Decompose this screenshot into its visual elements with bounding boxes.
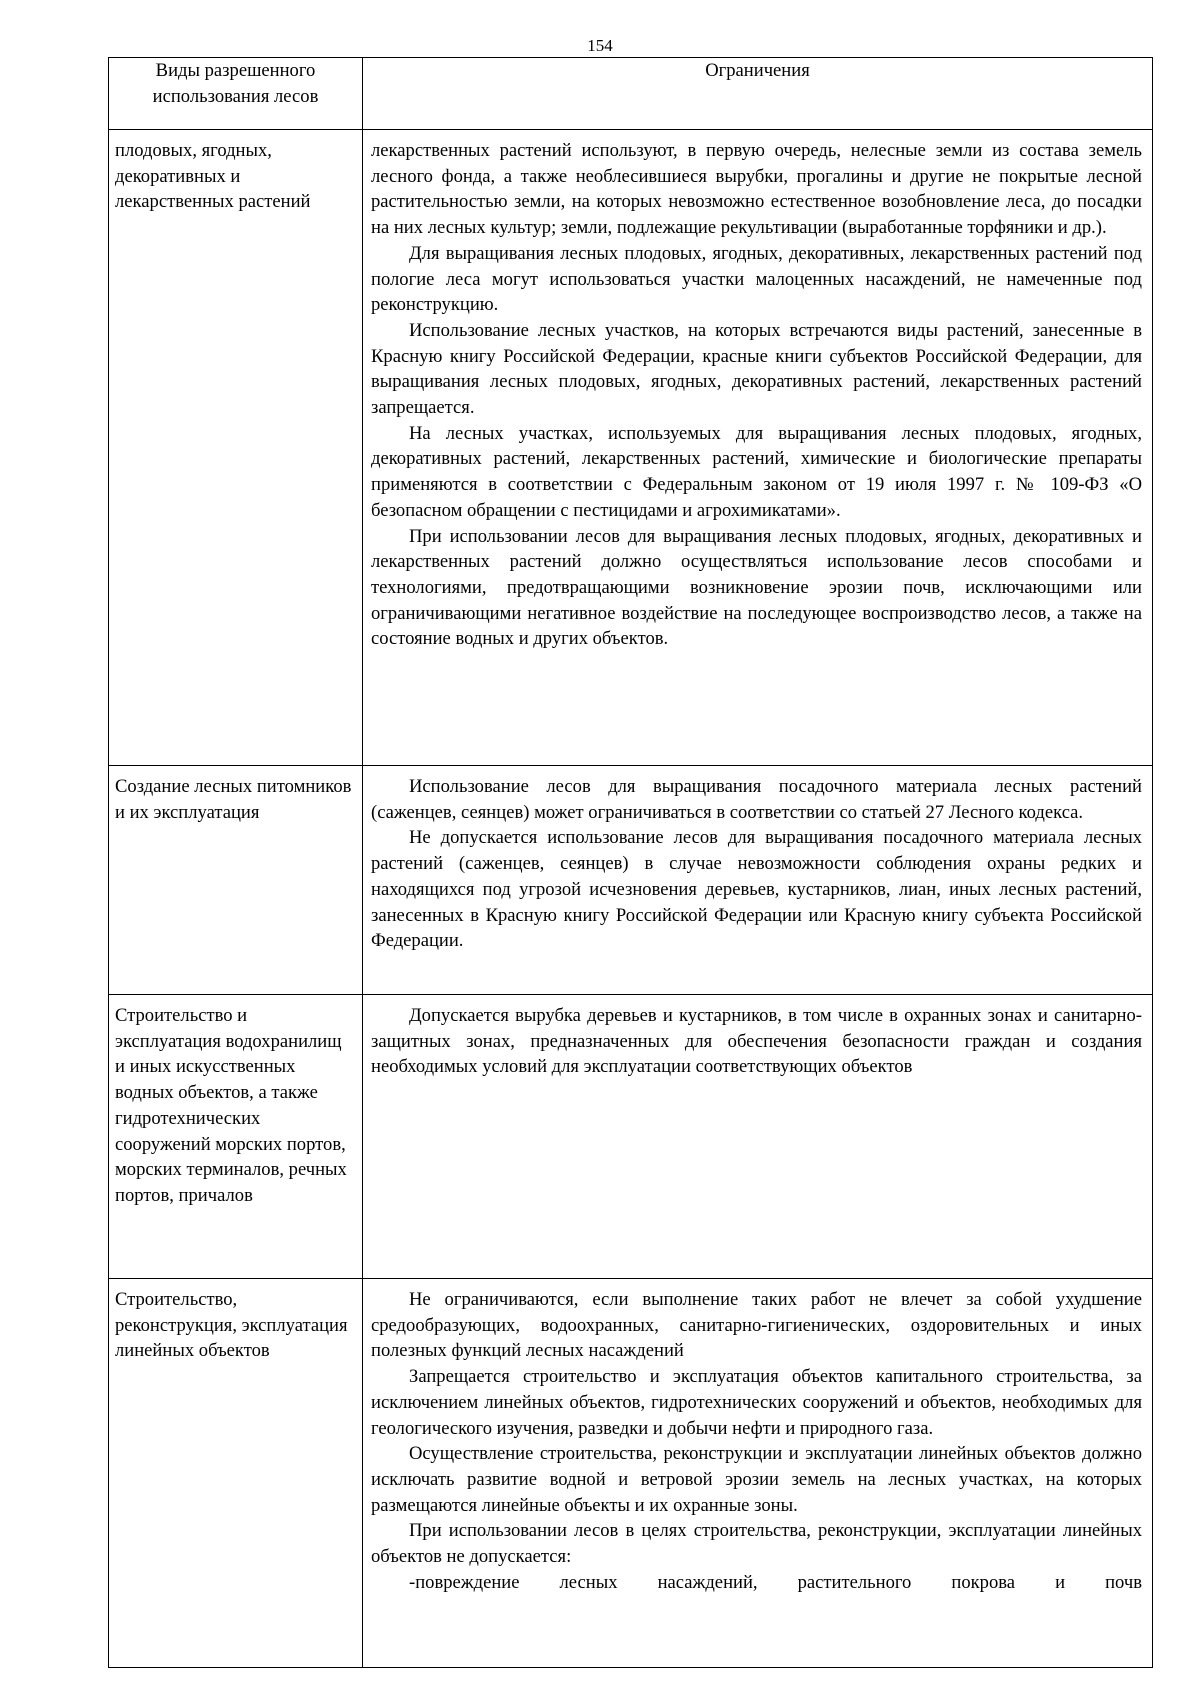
table-row xyxy=(109,766,1153,995)
table-row xyxy=(109,130,1153,766)
table-header-row xyxy=(109,58,1153,130)
table-row xyxy=(109,995,1153,1279)
paragraph: Использование лесных участков, на которых встречаются виды растений, занесенные в Красную книгу Российской Федерации, красные книги субъектов Российской Федерации, для выращивания лесных плодовых, ягодных, декоративных растений, лекарственных растений запрещается. xyxy=(371,319,1142,419)
row-restrictions xyxy=(363,995,1153,1279)
row-kind: Строительство и эксплуатация водохранилищ и иных искусственных водных объектов, а также гидротехнических сооружений морских портов, морских терминалов, речных портов, причалов xyxy=(109,995,363,1279)
paragraph: Осуществление строительства, реконструкции и эксплуатации линейных объектов должно исключать развитие водной и ветровой эрозии земель на лесных участках, на которых размещаются линейные объекты и их охранные зоны. xyxy=(371,1443,1142,1516)
row-kind: Строительство, реконструкция, эксплуатация линейных объектов xyxy=(109,1279,363,1668)
page-number: 154 xyxy=(587,36,613,55)
row-kind: Создание лесных питомников и их эксплуатация xyxy=(109,766,363,995)
row-kind: плодовых, ягодных, декоративных и лекарственных растений xyxy=(109,130,363,766)
paragraph: Не допускается использование лесов для выращивания посадочного материала лесных растений (саженцев, сеянцев) в случае невозможности соблюдения охраны редких и находящихся под угрозой исчезновения деревьев, кустарников, лиан, иных лесных растений, занесенных в Красную книгу Российской Федерации или Красную книгу субъекта Российской Федерации. xyxy=(371,827,1142,952)
paragraph: Допускается вырубка деревьев и кустарников, в том числе в охранных зонах и санитарно-защитных зонах, предназначенных для обеспечения безопасности граждан и создания необходимых условий для эксплуатации соответствующих объектов xyxy=(371,1005,1142,1078)
paragraph: При использовании лесов для выращивания лесных плодовых, ягодных, декоративных и лекарственных растений должно осуществляться использование лесов способами и технологиями, предотвращающими возникновение эрозии почв, исключающими или ограничивающими негативное воздействие на последующее воспроизводство лесов, а также на состояние водных и других объектов. xyxy=(371,525,1142,650)
header-kind: Виды разрешенного использования лесов xyxy=(109,58,363,130)
header-restrictions: Ограничения xyxy=(363,58,1153,130)
paragraph: лекарственных растений используют, в первую очередь, нелесные земли из состава земель лесного фонда, а также необлесившиеся вырубки, прогалины и другие не покрытые лесной растительностью земли, на которых невозможно естественное возобновление леса, до посадки на них лесных культур; земли, подлежащие рекультивации (выработанные торфяники и др.). xyxy=(371,140,1142,239)
paragraph: Не ограничиваются, если выполнение таких работ не влечет за собой ухудшение средообразующих, водоохранных, санитарно-гигиенических, оздоровительных и иных полезных функций лесных насаждений xyxy=(371,1289,1142,1362)
paragraph: Запрещается строительство и эксплуатация объектов капитального строительства, за исключением линейных объектов, гидротехнических сооружений и объектов, необходимых для геологического изучения, разведки и добычи нефти и природного газа. xyxy=(371,1366,1142,1439)
row-restrictions xyxy=(363,766,1153,995)
paragraph: Использование лесов для выращивания посадочного материала лесных растений (саженцев, сеянцев) может ограничиваться в соответствии со статьей 27 Лесного кодекса. xyxy=(371,776,1142,823)
row-restrictions xyxy=(363,130,1153,766)
paragraph: -повреждение лесных насаждений, растительного покрова и почв xyxy=(409,1571,1142,1593)
forest-use-table xyxy=(108,57,1153,1668)
paragraph: На лесных участках, используемых для выращивания лесных плодовых, ягодных, декоративных растений, лекарственных растений, химические и биологические препараты применяются в соответствии с Федеральным законом от 19 июля 1997 г. № 109-ФЗ «О безопасном обращении с пестицидами и агрохимикатами». xyxy=(371,422,1142,521)
paragraph: Для выращивания лесных плодовых, ягодных, декоративных, лекарственных растений под пологие леса могут использоваться участки малоценных насаждений, не намеченные под реконструкцию. xyxy=(371,242,1142,316)
table-row xyxy=(109,1279,1153,1668)
row-restrictions xyxy=(363,1279,1153,1668)
paragraph: При использовании лесов в целях строительства, реконструкции, эксплуатации линейных объектов не допускается: xyxy=(371,1520,1142,1568)
